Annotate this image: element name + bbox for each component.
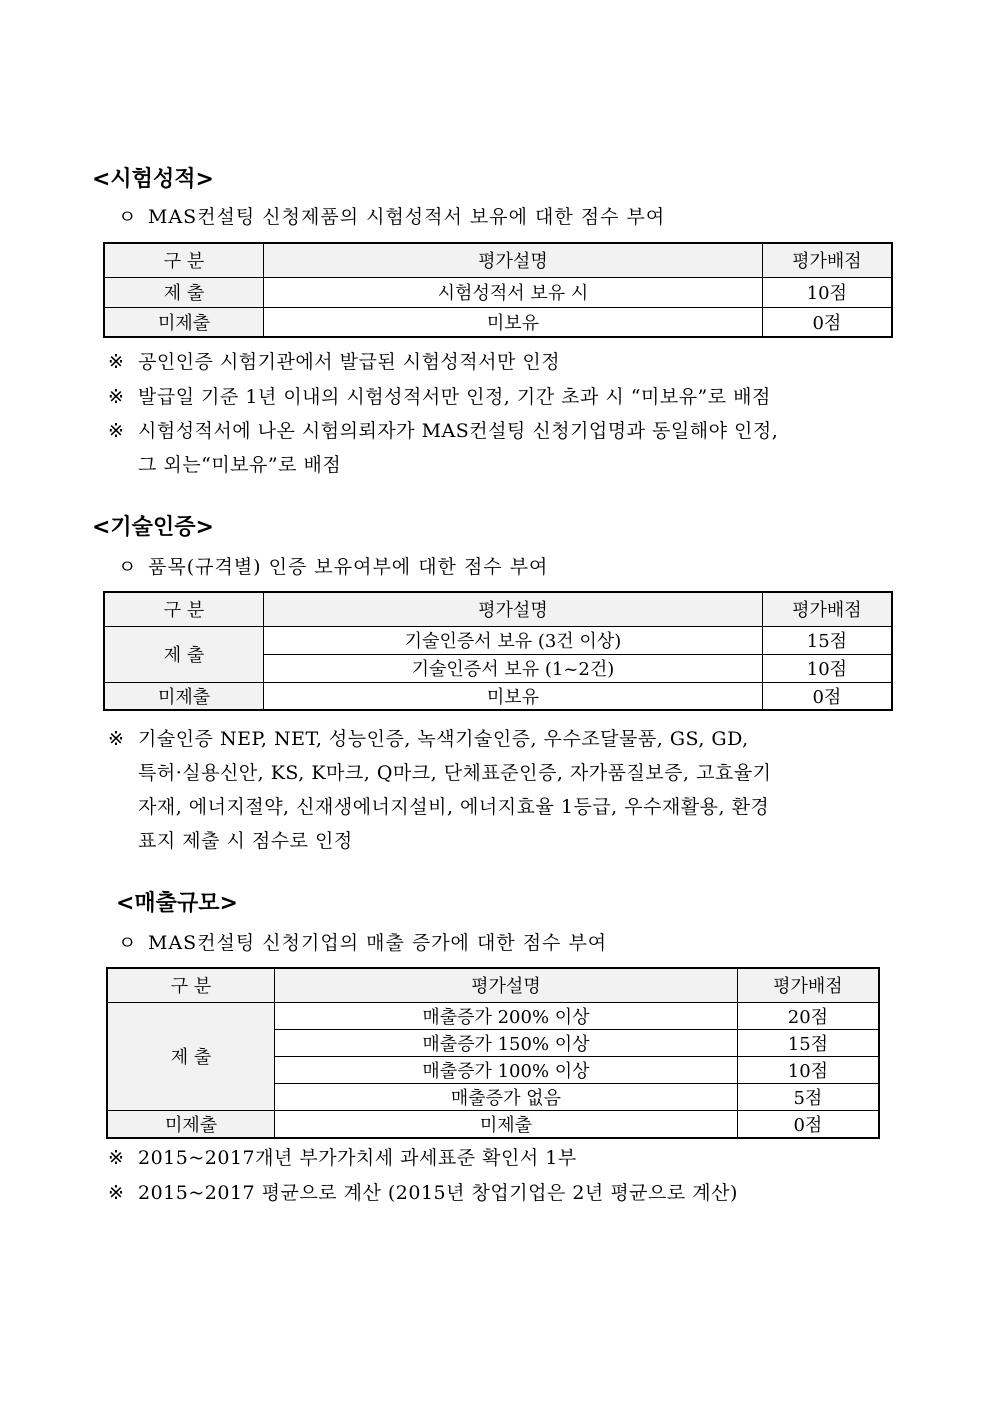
note-mark: ※	[108, 420, 125, 442]
header-description: 평가설명	[264, 243, 763, 277]
header-score: 평가배점	[762, 592, 892, 626]
cell-category: 미제출	[104, 682, 264, 710]
header-description: 평가설명	[264, 592, 763, 626]
table-header-row	[107, 968, 879, 1002]
cell-description: 기술인증서 보유 (1~2건)	[264, 654, 763, 682]
note-line-continued: 표지 제출 시 점수로 인정	[138, 830, 353, 852]
table-header-row	[104, 592, 892, 626]
cell-score: 10점	[737, 1056, 879, 1083]
section-intro	[118, 202, 665, 229]
tech-cert-table	[103, 591, 893, 711]
header-category: 구 분	[104, 243, 264, 277]
cell-category: 미제출	[107, 1110, 275, 1138]
table-row	[104, 626, 892, 654]
table-row	[107, 1002, 879, 1029]
cell-description: 미제출	[275, 1110, 738, 1138]
header-category: 구 분	[107, 968, 275, 1002]
cell-description: 매출증가 200% 이상	[275, 1002, 738, 1029]
note-mark: ※	[108, 351, 125, 373]
cell-score: 0점	[762, 307, 892, 337]
note-line-continued: 특허·실용신안, KS, K마크, Q마크, 단체표준인증, 자가품질보증, 고효율기	[138, 762, 772, 784]
note-line: ※ 2015~2017 평균으로 계산 (2015년 창업기업은 2년 평균으로 계산)	[108, 1182, 738, 1204]
note-mark: ※	[108, 1147, 125, 1169]
header-score: 평가배점	[737, 968, 879, 1002]
cell-score: 0점	[737, 1110, 879, 1138]
cell-category-submit: 제 출	[104, 626, 264, 682]
note-line-continued: 자재, 에너지절약, 신재생에너지설비, 에너지효율 1등급, 우수재활용, 환경	[138, 796, 770, 818]
note-line: ※ 2015~2017개년 부가가치세 과세표준 확인서 1부	[108, 1147, 577, 1169]
cell-score: 10점	[762, 654, 892, 682]
circle-bullet: ㅇ	[118, 206, 138, 228]
table-row	[104, 307, 892, 337]
cell-category-submit: 제 출	[107, 1002, 275, 1110]
cell-score: 5점	[737, 1083, 879, 1110]
cell-score: 0점	[762, 682, 892, 710]
note-line: ※ 기술인증 NEP, NET, 성능인증, 녹색기술인증, 우수조달물품, GS, GD,	[108, 728, 749, 750]
cell-description: 매출증가 100% 이상	[275, 1056, 738, 1083]
section-heading-test-report: <시험성적>	[92, 167, 214, 192]
header-category: 구 분	[104, 592, 264, 626]
note-mark: ※	[108, 1182, 125, 1204]
intro-text: MAS컨설팅 신청제품의 시험성적서 보유에 대한 점수 부여	[148, 206, 666, 228]
cell-category: 미제출	[104, 307, 264, 337]
note-mark: ※	[108, 386, 125, 408]
note-line: ※ 발급일 기준 1년 이내의 시험성적서만 인정, 기간 초과 시 “미보유”로 배점	[108, 386, 771, 408]
cell-category: 제 출	[104, 277, 264, 307]
table-header-row	[104, 243, 892, 277]
cell-score: 15점	[737, 1029, 879, 1056]
cell-description: 미보유	[264, 682, 763, 710]
cell-description: 매출증가 없음	[275, 1083, 738, 1110]
table-row	[107, 1110, 879, 1138]
note-line: ※ 시험성적서에 나온 시험의뢰자가 MAS컨설팅 신청기업명과 동일해야 인정,	[108, 420, 779, 442]
sales-scale-table	[106, 967, 880, 1139]
cell-description: 시험성적서 보유 시	[264, 277, 763, 307]
header-description: 평가설명	[275, 968, 738, 1002]
intro-text: MAS컨설팅 신청기업의 매출 증가에 대한 점수 부여	[148, 932, 608, 954]
intro-text: 품목(규격별) 인증 보유여부에 대한 점수 부여	[148, 556, 549, 578]
section-heading-sales-scale: <매출규모>	[116, 891, 238, 916]
test-report-table	[103, 242, 893, 338]
section-heading-tech-cert: <기술인증>	[92, 515, 214, 540]
cell-score: 15점	[762, 626, 892, 654]
circle-bullet: ㅇ	[118, 932, 138, 954]
note-line-continued: 그 외는“미보유”로 배점	[138, 454, 342, 476]
note-mark: ※	[108, 728, 125, 750]
cell-description: 매출증가 150% 이상	[275, 1029, 738, 1056]
table-row	[104, 682, 892, 710]
cell-score: 10점	[762, 277, 892, 307]
section-intro	[118, 928, 607, 955]
section-intro	[118, 552, 548, 579]
cell-score: 20점	[737, 1002, 879, 1029]
note-line: ※ 공인인증 시험기관에서 발급된 시험성적서만 인정	[108, 351, 561, 373]
table-row	[104, 277, 892, 307]
header-score: 평가배점	[762, 243, 892, 277]
cell-description: 미보유	[264, 307, 763, 337]
cell-description: 기술인증서 보유 (3건 이상)	[264, 626, 763, 654]
circle-bullet: ㅇ	[118, 556, 138, 578]
